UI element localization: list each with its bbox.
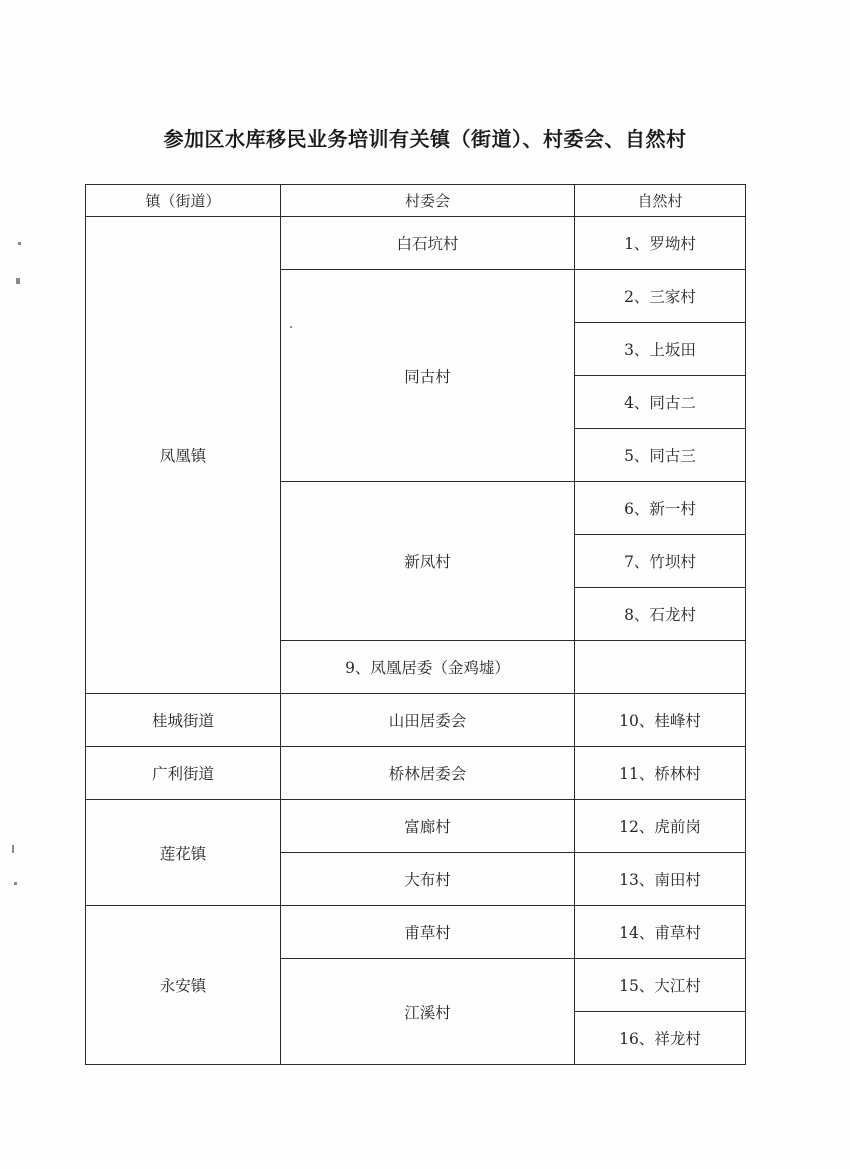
table-header-row	[86, 185, 746, 217]
committee-cell: 山田居委会	[281, 694, 575, 747]
table-row	[86, 694, 746, 747]
scan-speck	[18, 242, 21, 245]
committee-cell: 白石坑村	[281, 217, 575, 270]
village-cell: 16、祥龙村	[575, 1012, 746, 1065]
header-committee: 村委会	[281, 185, 575, 217]
village-table	[85, 184, 746, 1065]
village-cell: 3、上坂田	[575, 323, 746, 376]
village-cell: 2、三家村	[575, 270, 746, 323]
scan-speck	[16, 278, 20, 284]
committee-cell: 江溪村	[281, 959, 575, 1065]
village-cell: 7、竹坝村	[575, 535, 746, 588]
village-cell: 5、同古三	[575, 429, 746, 482]
town-cell: 凤凰镇	[86, 217, 281, 694]
village-cell: 12、虎前岗	[575, 800, 746, 853]
village-cell: 13、南田村	[575, 853, 746, 906]
village-cell: 8、石龙村	[575, 588, 746, 641]
table-row	[86, 906, 746, 959]
village-cell-empty	[575, 641, 746, 694]
committee-cell: 甫草村	[281, 906, 575, 959]
committee-cell: 同古村	[281, 270, 575, 482]
committee-cell: 富廊村	[281, 800, 575, 853]
document-title: 参加区水库移民业务培训有关镇（街道）、村委会、自然村	[163, 127, 687, 151]
scan-speck	[14, 882, 17, 885]
village-cell: 10、桂峰村	[575, 694, 746, 747]
scan-speck	[290, 326, 292, 328]
town-cell: 广利街道	[86, 747, 281, 800]
village-cell: 15、大江村	[575, 959, 746, 1012]
committee-cell: 大布村	[281, 853, 575, 906]
table-row	[86, 747, 746, 800]
village-cell: 4、同古二	[575, 376, 746, 429]
committee-cell: 9、凤凰居委（金鸡墟）	[281, 641, 575, 694]
committee-cell: 桥林居委会	[281, 747, 575, 800]
table-row	[86, 800, 746, 853]
header-village: 自然村	[575, 185, 746, 217]
town-cell: 桂城街道	[86, 694, 281, 747]
scan-speck	[12, 845, 14, 853]
town-cell: 莲花镇	[86, 800, 281, 906]
village-cell: 1、罗坳村	[575, 217, 746, 270]
table-row	[86, 217, 746, 270]
village-cell: 6、新一村	[575, 482, 746, 535]
committee-cell: 新凤村	[281, 482, 575, 641]
village-cell: 11、桥林村	[575, 747, 746, 800]
town-cell: 永安镇	[86, 906, 281, 1065]
header-town: 镇（街道）	[86, 185, 281, 217]
village-cell: 14、甫草村	[575, 906, 746, 959]
